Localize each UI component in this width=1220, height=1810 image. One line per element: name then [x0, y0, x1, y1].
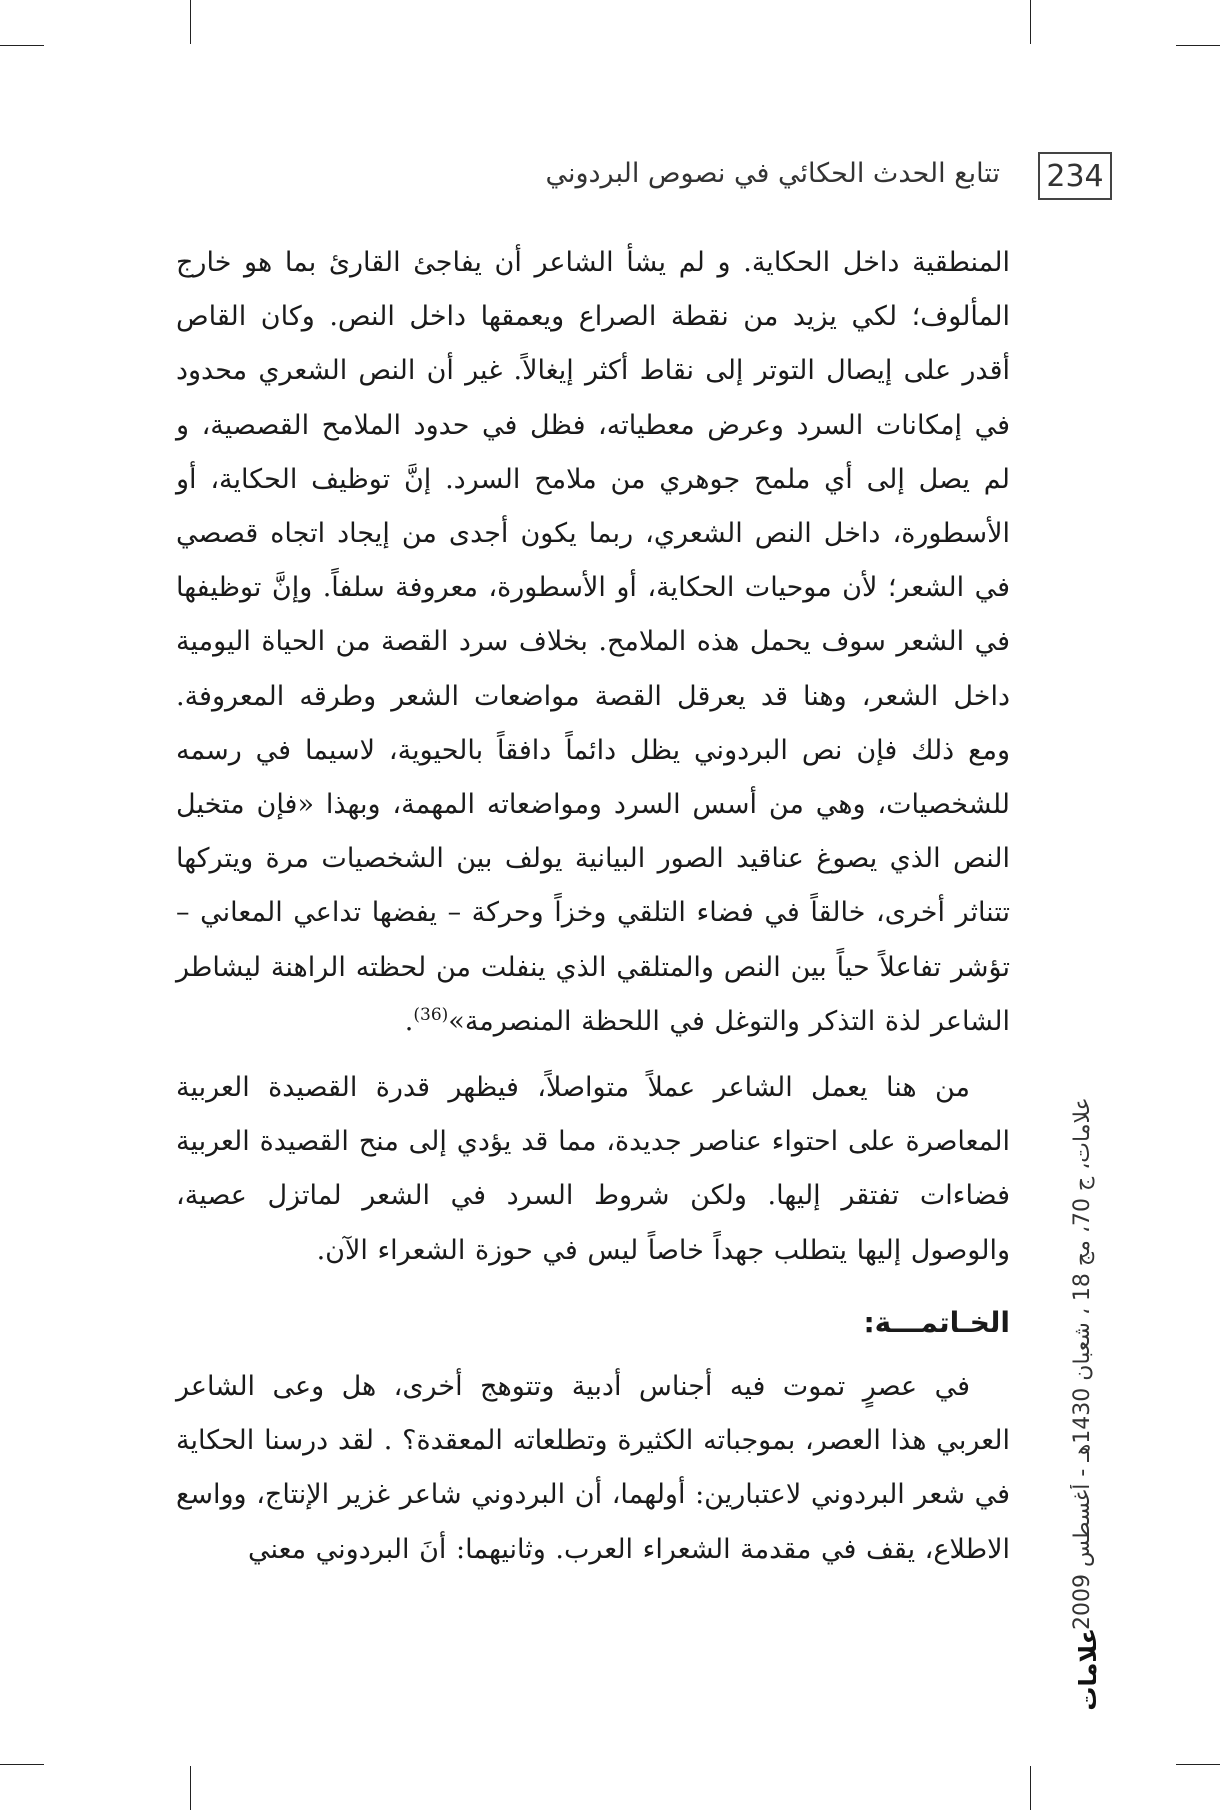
- page-number: 234: [1038, 152, 1112, 200]
- paragraph-end: .: [404, 1005, 414, 1037]
- paragraph-text: المنطقية داخل الحكاية. و لم يشأ الشاعر أن يفاجئ القارئ بما هو خارج المألوف؛ لكي يزيد من نقطة الصراع ويعمقها داخل النص. وكان القاص أقدر على إيصال التوتر إلى نقاط أكثر إيغالاً. غير أن النص الشعري محدود في إمكانات السرد وعرض معطياته، فظل في حدود الملامح القصصية، و لم يصل إلى أي ملمح جوهري من ملامح السرد. إنَّ توظيف الحكاية، أو الأسطورة، داخل النص الشعري، ربما يكون أجدى من إيجاد اتجاه قصصي في الشعر؛ لأن موحيات الحكاية، أو الأسطورة، معروفة سلفاً. وإنَّ توظيفها في الشعر سوف يحمل هذه الملامح. بخلاف سرد القصة من الحياة اليومية داخل الشعر، وهنا قد يعرقل القصة مواضعات الشعر وطرقه المعروفة. ومع ذلك فإن نص البردوني يظل دائماً دافقاً بالحيوية، لاسيما في رسمه للشخصيات، وهي من أسس السرد ومواضعاته المهمة، وبهذا «فإن متخيل النص الذي يصوغ عناقيد الصور البيانية يولف بين الشخصيات مرة ويتركها تتناثر أخرى، خالقاً في فضاء التلقي وخزاً وحركة – يفضها تداعي المعاني – تؤشر تفاعلاً حياً بين النص والمتلقي الذي ينفلت من لحظته الراهنة ليشاطر الشاعر لذة التذكر والتوغل في اللحظة المنصرمة»: [176, 247, 1010, 1037]
- crop-mark: [0, 45, 44, 46]
- crop-mark: [190, 0, 191, 44]
- page-header: [180, 152, 1112, 204]
- paragraph: من هنا يعمل الشاعر عملاً متواصلاً، فيظهر قدرة القصيدة العربية المعاصرة على احتواء عناصر جديدة، مما قد يؤدي إلى منح القصيدة العربية فضاءات تفتقر إليها. ولكن شروط السرد في الشعر لماتزل عصية، والوصول إليها يتطلب جهداً خاصاً ليس في حوزة الشعراء الآن.: [176, 1072, 1010, 1266]
- journal-info-text: علامات، ج 70، مج 18 ، شعبان 1430هـ - أغسطس 2009: [1070, 1097, 1095, 1630]
- crop-mark: [0, 1764, 44, 1765]
- crop-mark: [1030, 0, 1031, 44]
- crop-mark: [1030, 1766, 1031, 1810]
- running-title: تتابع الحدث الحكائي في نصوص البردوني: [545, 158, 1000, 189]
- footnote-reference[interactable]: (36): [413, 1004, 449, 1025]
- crop-mark: [1176, 1764, 1220, 1765]
- article-body: [176, 236, 1010, 1577]
- paragraph: [176, 236, 1010, 1049]
- section-heading: الخـاتمـــة:: [863, 1305, 1010, 1339]
- paragraph: في عصرٍ تموت فيه أجناس أدبية وتتوهج أخرى، هل وعى الشاعر العربي هذا العصر، بموجباته الكثيرة وتطلعاته المعقدة؟ . لقد درسنا الحكاية في شعر البردوني لاعتبارين: أولهما، أن البردوني شاعر غزير الإنتاج، وواسع الاطلاع، يقف في مقدمة الشعراء العرب. وثانيهما: أنَ البردوني معني: [176, 1371, 1010, 1565]
- crop-mark: [190, 1766, 191, 1810]
- journal-logo: [1066, 1627, 1110, 1711]
- crop-mark: [1176, 45, 1220, 46]
- journal-info: [1070, 960, 1104, 1630]
- journal-logo-text: علامات: [1074, 1627, 1102, 1711]
